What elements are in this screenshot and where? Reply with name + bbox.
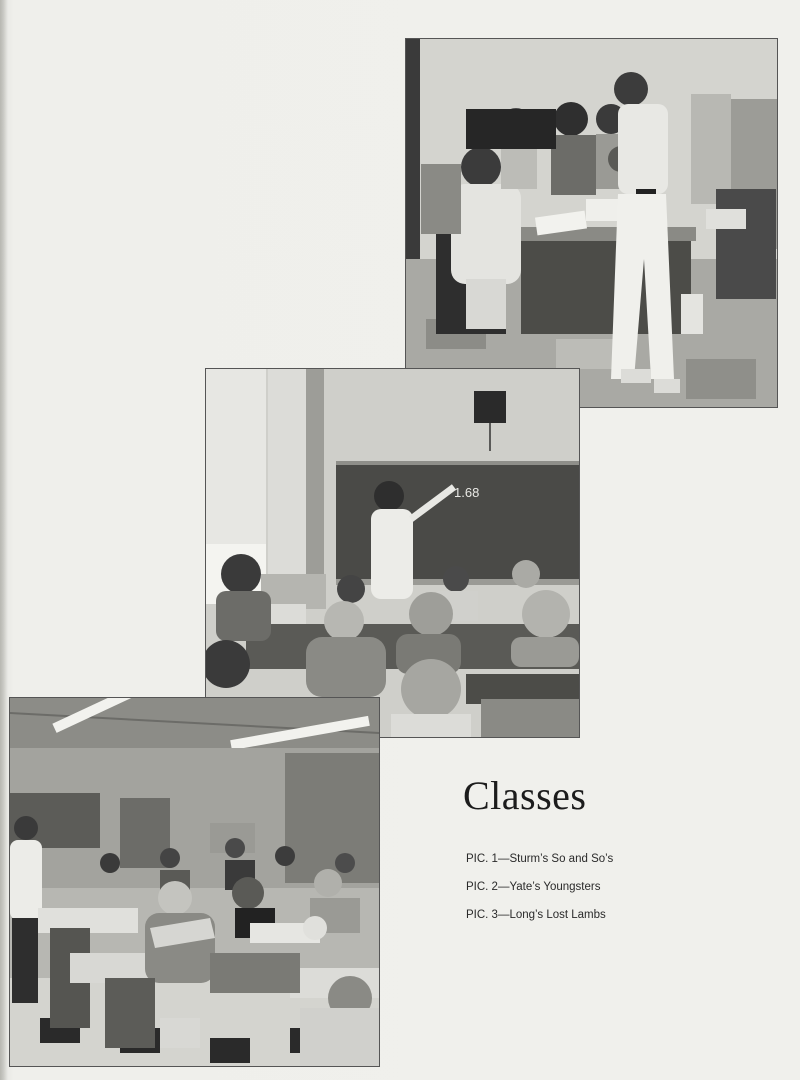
photo-captions [466, 852, 613, 936]
photo-1-image [406, 39, 777, 407]
chalkboard-number: 1.68 [454, 485, 480, 500]
photo-sturms-class [405, 38, 778, 408]
photo-3-image [10, 698, 379, 1066]
photo-longs-class [9, 697, 380, 1067]
caption-pic-2: PIC. 2—Yate’s Youngsters [466, 881, 601, 893]
page-title: Classes [463, 773, 587, 818]
caption-pic-3: PIC. 3—Long’s Lost Lambs [466, 909, 606, 921]
binding-shadow [0, 0, 8, 1080]
caption-pic-1: PIC. 1—Sturm’s So and So’s [466, 853, 614, 865]
photo-2-image [206, 369, 579, 737]
photo-yates-class [205, 368, 580, 738]
